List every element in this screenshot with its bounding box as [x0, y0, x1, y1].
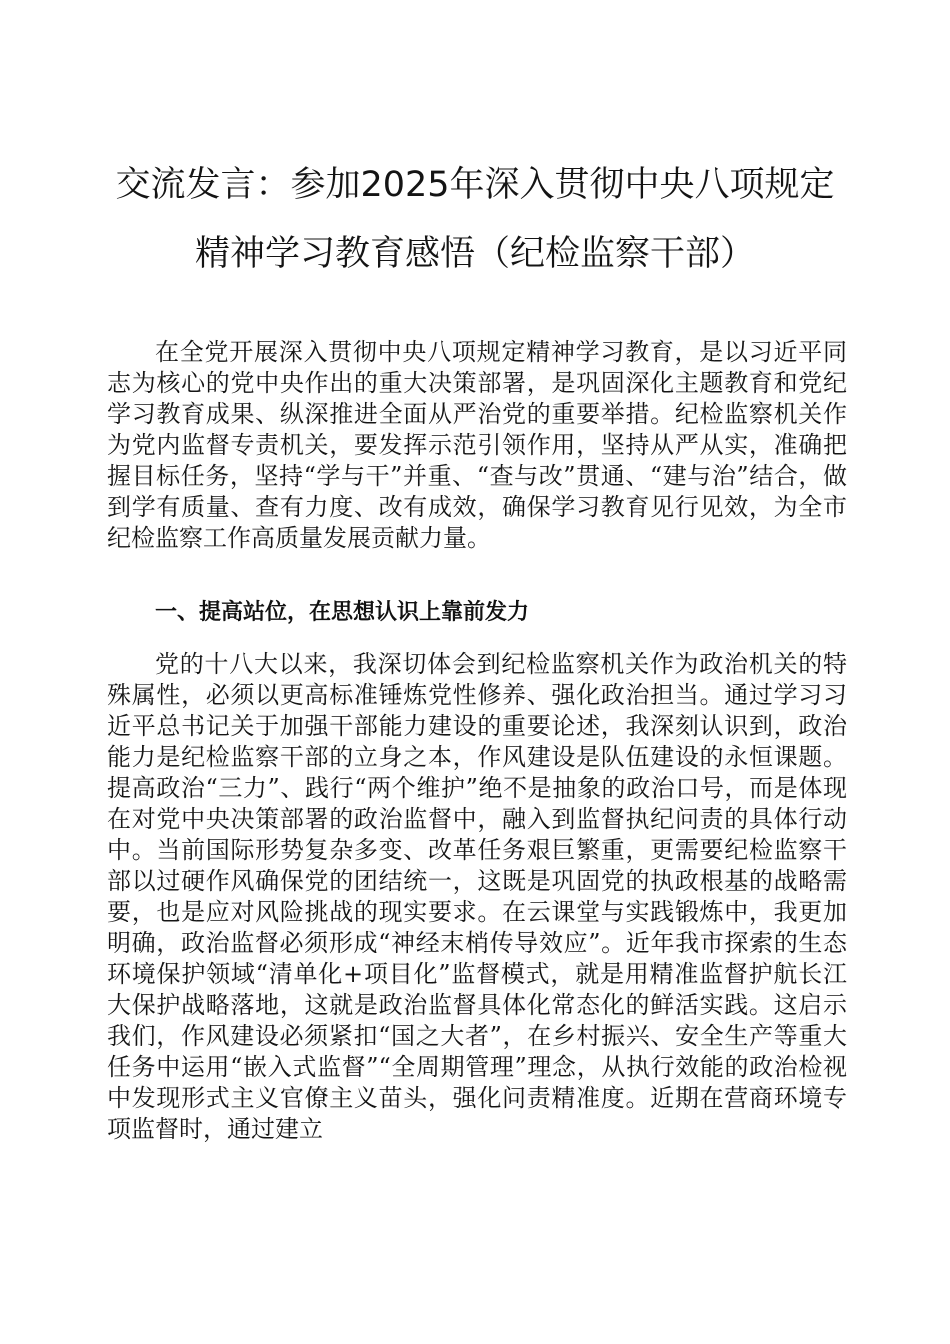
document-title-line-1: 交流发言：参加2025年深入贯彻中央八项规定	[115, 165, 835, 205]
body-paragraph-2	[107, 649, 847, 1145]
paragraph-text: 在全党开展深入贯彻中央八项规定精神学习教育，是以习近平同志为核心的党中央作出的重大决策部署，是巩固深化主题教育和党纪学习教育成果、纵深推进全面从严治党的重要举措。纪检监察机关作为党内监督专责机关，要发挥示范引领作用，坚持从严从实，准确把握目标任务，坚持“学与干”并重、“查与改”贯通、“建与治”结合，做到学有质量、查有力度、改有成效，确保学习教育见行见效，为全市纪检监察工作高质量发展贡献力量。	[107, 338, 847, 552]
section-heading-1: 一、提高站位，在思想认识上靠前发力	[155, 600, 530, 625]
document-title-line-2: 精神学习教育感悟（纪检监察干部）	[194, 234, 755, 274]
paragraph-text: 党的十八大以来，我深切体会到纪检监察机关作为政治机关的特殊属性，必须以更高标准锤炼党性修养、强化政治担当。通过学习习近平总书记关于加强干部能力建设的重要论述，我深刻认识到，政治能力是纪检监察干部的立身之本，作风建设是队伍建设的永恒课题。提高政治“三力”、践行“两个维护”绝不是抽象的政治口号，而是体现在对党中央决策部署的政治监督中，融入到监督执纪问责的具体行动中。当前国际形势复杂多变、改革任务艰巨繁重，更需要纪检监察干部以过硬作风确保党的团结统一，这既是巩固党的执政根基的战略需要，也是应对风险挑战的现实要求。在云课堂与实践锻炼中，我更加明确，政治监督必须形成“神经末梢传导效应”。近年我市探索的生态环境保护领域“清单化+项目化”监督模式，就是用精准监督护航长江大保护战略落地，这就是政治监督具体化常态化的鲜活实践。这启示我们，作风建设必须紧扣“国之大者”，在乡村振兴、安全生产等重大任务中运用“嵌入式监督”“全周期管理”理念，从执行效能的政治检视中发现形式主义官僚主义苗头，强化问责精准度。近期在营商环境专项监督时，通过建立	[107, 650, 847, 1143]
body-paragraph-1	[107, 337, 847, 554]
